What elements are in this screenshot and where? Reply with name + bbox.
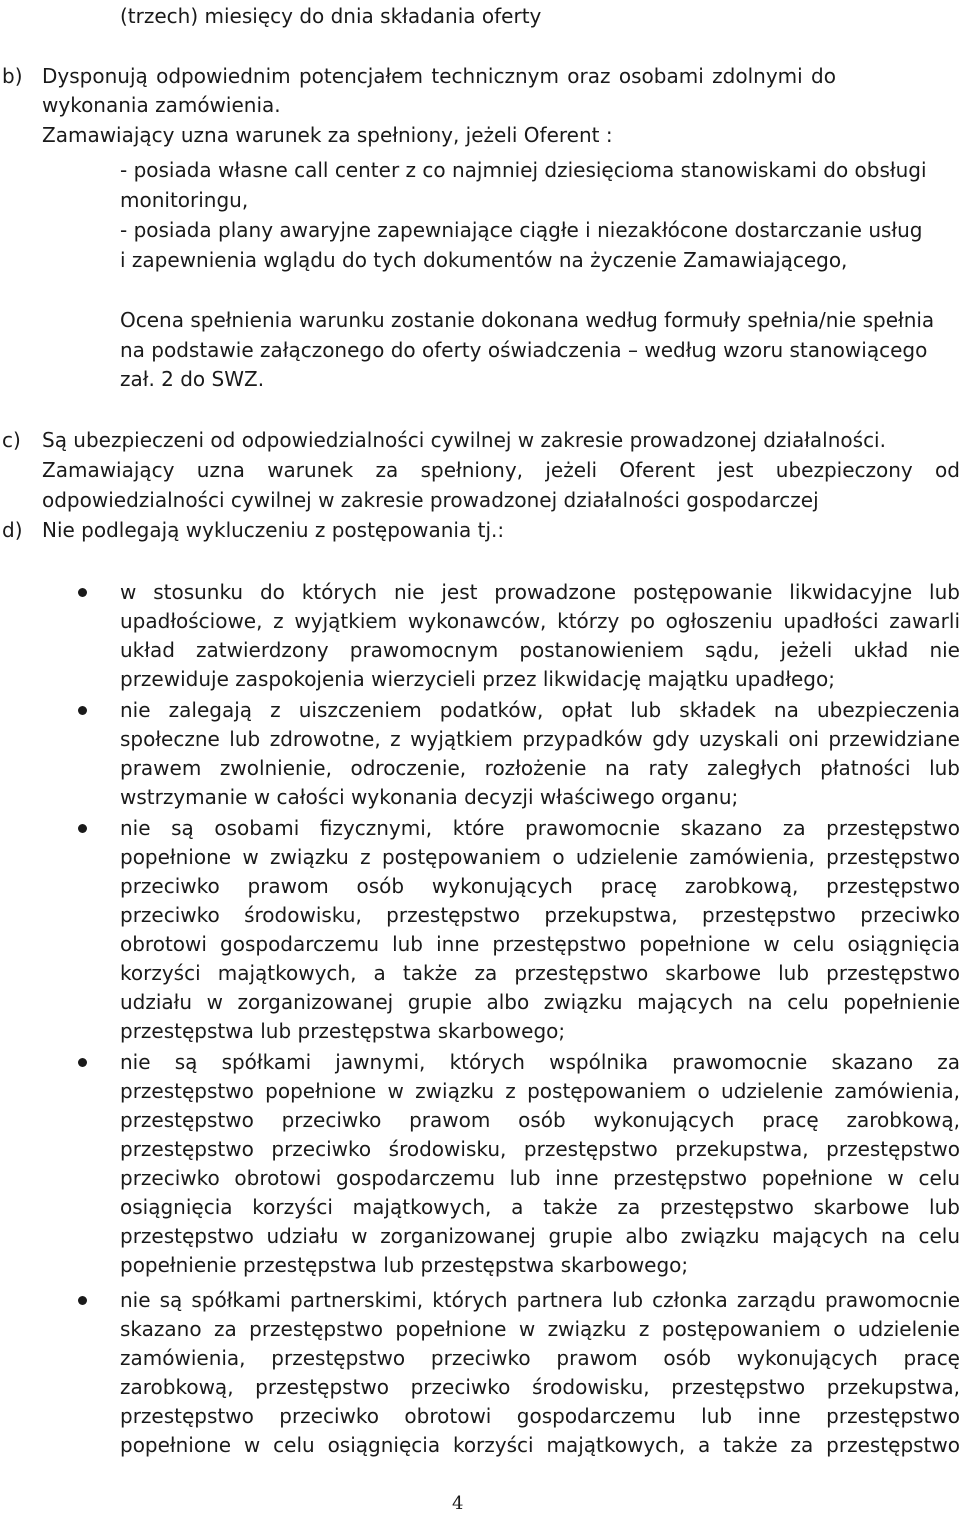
item-b-title-line: Dysponują odpowiednim potencjałem technicznym oraz osobami zdolnymi do — [42, 64, 836, 88]
bullet-2-line: prawem zwolnienie, odroczenie, rozłożenie na raty zaległych płatności lub — [120, 756, 960, 780]
bullet-5-line: nie są spółkami partnerskimi, których partnera lub członka zarządu prawomocnie — [120, 1288, 960, 1312]
item-b-assessment-line: Ocena spełnienia warunku zostanie dokonana według formuły spełnia/nie spełnia — [120, 308, 935, 332]
bullet-5-line: skazano za przestępstwo popełnione w związku z postępowaniem o udzielenie — [120, 1317, 960, 1341]
item-b-body-line: Zamawiający uzna warunek za spełniony, jeżeli Oferent : — [42, 123, 613, 147]
bullet-3-line: udziału w zorganizowanej grupie albo związku mających na celu popełnienie — [120, 990, 960, 1014]
bullet-2-line: społeczne lub zdrowotne, z wyjątkiem przypadków gdy uzyskali oni przewidziane — [120, 727, 960, 751]
item-c-body-line: odpowiedzialności cywilnej w zakresie prowadzonej działalności gospodarczej — [42, 488, 819, 512]
bullet-point — [78, 1296, 87, 1305]
bullet-3-line: przeciwko środowisku, przestępstwo przekupstwa, przestępstwo przeciwko — [120, 903, 960, 927]
page-number: 4 — [452, 1493, 464, 1514]
bullet-5-line: przestępstwo przeciwko obrotowi gospodarczemu lub inne przestępstwo — [120, 1404, 960, 1428]
bullet-point — [78, 588, 87, 597]
bullet-4-line: popełnienie przestępstwa lub przestępstwa skarbowego; — [120, 1253, 689, 1277]
bullet-3-line: przeciwko prawom osób wykonujących pracę zarobkową, przestępstwo — [120, 874, 960, 898]
bullet-4-line: przestępstwo udziału w zorganizowanej grupie albo związku mających na celu — [120, 1224, 960, 1248]
bullet-point — [78, 1058, 87, 1067]
bullet-3-line: nie są osobami fizycznymi, które prawomocnie skazano za przestępstwo — [120, 816, 960, 840]
item-b-body-line: - posiada własne call center z co najmniej dziesięcioma stanowiskami do obsługi — [120, 158, 927, 182]
item-d-title-line: Nie podlegają wykluczeniu z postępowania tj.: — [42, 518, 505, 542]
item-d-marker: d) — [2, 518, 23, 542]
bullet-1-line: układ zatwierdzony prawomocnym postanowieniem sądu, jeżeli układ nie — [120, 638, 960, 662]
bullet-4-line: przestępstwo przeciwko środowisku, przestępstwo przekupstwa, przestępstwo — [120, 1137, 960, 1161]
item-b-body-line: - posiada plany awaryjne zapewniające ciągłe i niezakłócone dostarczanie usług — [120, 218, 923, 242]
bullet-4-line: przestępstwo przeciwko prawom osób wykonujących pracę zarobkową, — [120, 1108, 960, 1132]
item-b-marker: b) — [2, 64, 23, 88]
item-c-body-line: Zamawiający uzna warunek za spełniony, jeżeli Oferent jest ubezpieczony od — [42, 458, 960, 482]
bullet-5-line: zarobkową, przestępstwo przeciwko środowisku, przestępstwo przekupstwa, — [120, 1375, 960, 1399]
bullet-3-line: korzyści majątkowych, a także za przestępstwo skarbowe lub przestępstwo — [120, 961, 960, 985]
bullet-point — [78, 824, 87, 833]
item-b-body-line: i zapewnienia wglądu do tych dokumentów na życzenie Zamawiającego, — [120, 248, 848, 272]
bullet-2-line: nie zalegają z uiszczeniem podatków, opłat lub składek na ubezpieczenia — [120, 698, 960, 722]
bullet-5-line: popełnione w celu osiągnięcia korzyści majątkowych, a także za przestępstwo — [120, 1433, 960, 1457]
item-c-title-line: Są ubezpieczeni od odpowiedzialności cywilnej w zakresie prowadzonej działalności. — [42, 428, 886, 452]
bullet-3-line: popełnione w związku z postępowaniem o udzielenie zamówienia, przestępstwo — [120, 845, 960, 869]
bullet-4-line: osiągnięcia korzyści majątkowych, a także za przestępstwo skarbowe lub — [120, 1195, 960, 1219]
bullet-4-line: przeciwko obrotowi gospodarczemu lub inne przestępstwo popełnione w celu — [120, 1166, 960, 1190]
item-b-assessment-line: zał. 2 do SWZ. — [120, 367, 265, 391]
bullet-2-line: wstrzymanie w całości wykonania decyzji właściwego organu; — [120, 785, 739, 809]
bullet-1-line: upadłościowe, z wyjątkiem wykonawców, którzy po ogłoszeniu upadłości zawarli — [120, 609, 960, 633]
item-c-marker: c) — [2, 428, 21, 452]
item-b-body-line: monitoringu, — [120, 188, 249, 212]
bullet-1-line: przewiduje zaspokojenia wierzycieli przez likwidację majątku upadłego; — [120, 667, 835, 691]
bullet-5-line: zamówienia, przestępstwo przeciwko prawom osób wykonujących pracę — [120, 1346, 960, 1370]
item-b-assessment-line: na podstawie załączonego do oferty oświadczenia – według wzoru stanowiącego — [120, 338, 928, 362]
item-b-title-line: wykonania zamówienia. — [42, 93, 281, 117]
bullet-3-line: obrotowi gospodarczemu lub inne przestępstwo popełnione w celu osiągnięcia — [120, 932, 960, 956]
bullet-1-line: w stosunku do których nie jest prowadzone postępowanie likwidacyjne lub — [120, 580, 960, 604]
intro-line: (trzech) miesięcy do dnia składania oferty — [120, 4, 542, 28]
bullet-4-line: przestępstwo popełnione w związku z postępowaniem o udzielenie zamówienia, — [120, 1079, 960, 1103]
bullet-3-line: przestępstwa lub przestępstwa skarbowego; — [120, 1019, 566, 1043]
bullet-point — [78, 706, 87, 715]
bullet-4-line: nie są spółkami jawnymi, których wspólnika prawomocnie skazano za — [120, 1050, 960, 1074]
